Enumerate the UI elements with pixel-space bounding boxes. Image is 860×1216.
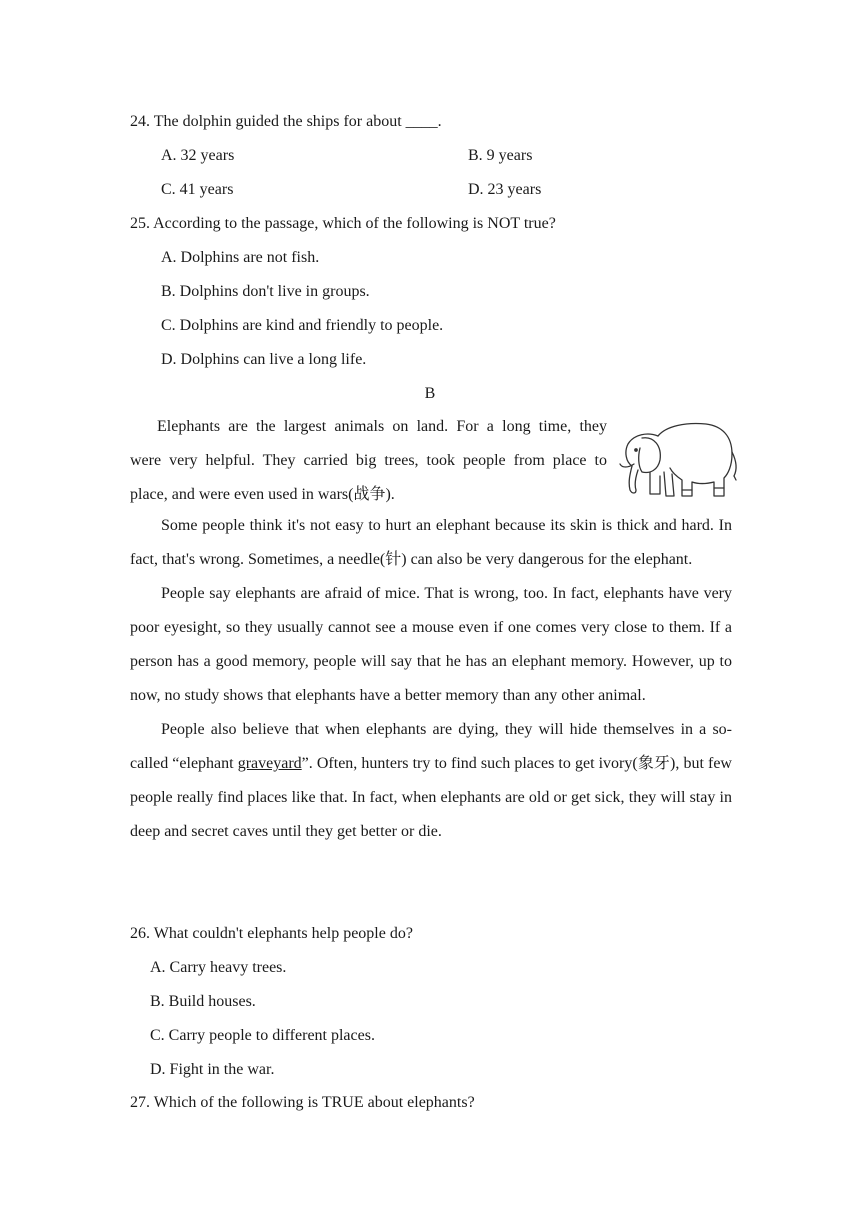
passage-p1-line-2: were very helpful. They carried big trees, took people from place to <box>130 452 607 469</box>
q25-option-c: C. Dolphins are kind and friendly to people. <box>161 317 444 334</box>
question-24: 24. The dolphin guided the ships for about ____. <box>130 113 442 130</box>
passage-paragraph-3: People say elephants are afraid of mice. That is wrong, too. In fact, elephants have very poor eyesight, so they usually cannot see a mouse even if one comes very close to them. If a person has a good memory, people will say that he has an elephant memory. However, up to now, no study shows that elephants have a better memory than any other animal. <box>130 585 732 704</box>
section-heading: B <box>424 385 436 402</box>
q25-option-a: A. Dolphins are not fish. <box>161 249 320 266</box>
question-26: 26. What couldn't elephants help people do? <box>130 925 413 942</box>
elephant-icon <box>614 416 740 502</box>
q25-option-b: B. Dolphins don't live in groups. <box>161 283 370 300</box>
q24-option-b: B. 9 years <box>468 147 533 164</box>
passage-p4-text-2: ”. Often, hunters try to find such places to get ivory(象牙), but few people really find places like that. In fact, when elephants are old or get sick, they will stay in deep and secret caves until they get better or die. <box>130 755 732 840</box>
q26-option-c: C. Carry people to different places. <box>150 1027 375 1044</box>
underlined-word: graveyard <box>237 755 302 772</box>
q25-option-d: D. Dolphins can live a long life. <box>161 351 367 368</box>
q24-option-d: D. 23 years <box>468 181 542 198</box>
q26-option-d: D. Fight in the war. <box>150 1061 275 1078</box>
passage-paragraph-2: Some people think it's not easy to hurt an elephant because its skin is thick and hard. In fact, that's wrong. Sometimes, a needle(针) can also be very dangerous for the elephant. <box>130 517 732 568</box>
q26-option-a: A. Carry heavy trees. <box>150 959 287 976</box>
passage-body <box>130 509 732 849</box>
passage-p4-text-1: People also believe that when elephants are dying, they will hide themselves in a so-called “elephant <box>130 721 732 772</box>
question-25: 25. According to the passage, which of the following is NOT true? <box>130 215 556 232</box>
passage-p1-line-1: Elephants are the largest animals on land. For a long time, they <box>157 418 607 435</box>
passage-p1-line-3: place, and were even used in wars(战争). <box>130 486 395 503</box>
q24-option-a: A. 32 years <box>161 147 235 164</box>
question-27: 27. Which of the following is TRUE about elephants? <box>130 1094 475 1111</box>
passage-paragraph-4 <box>130 713 732 849</box>
q24-option-c: C. 41 years <box>161 181 234 198</box>
q26-option-b: B. Build houses. <box>150 993 256 1010</box>
